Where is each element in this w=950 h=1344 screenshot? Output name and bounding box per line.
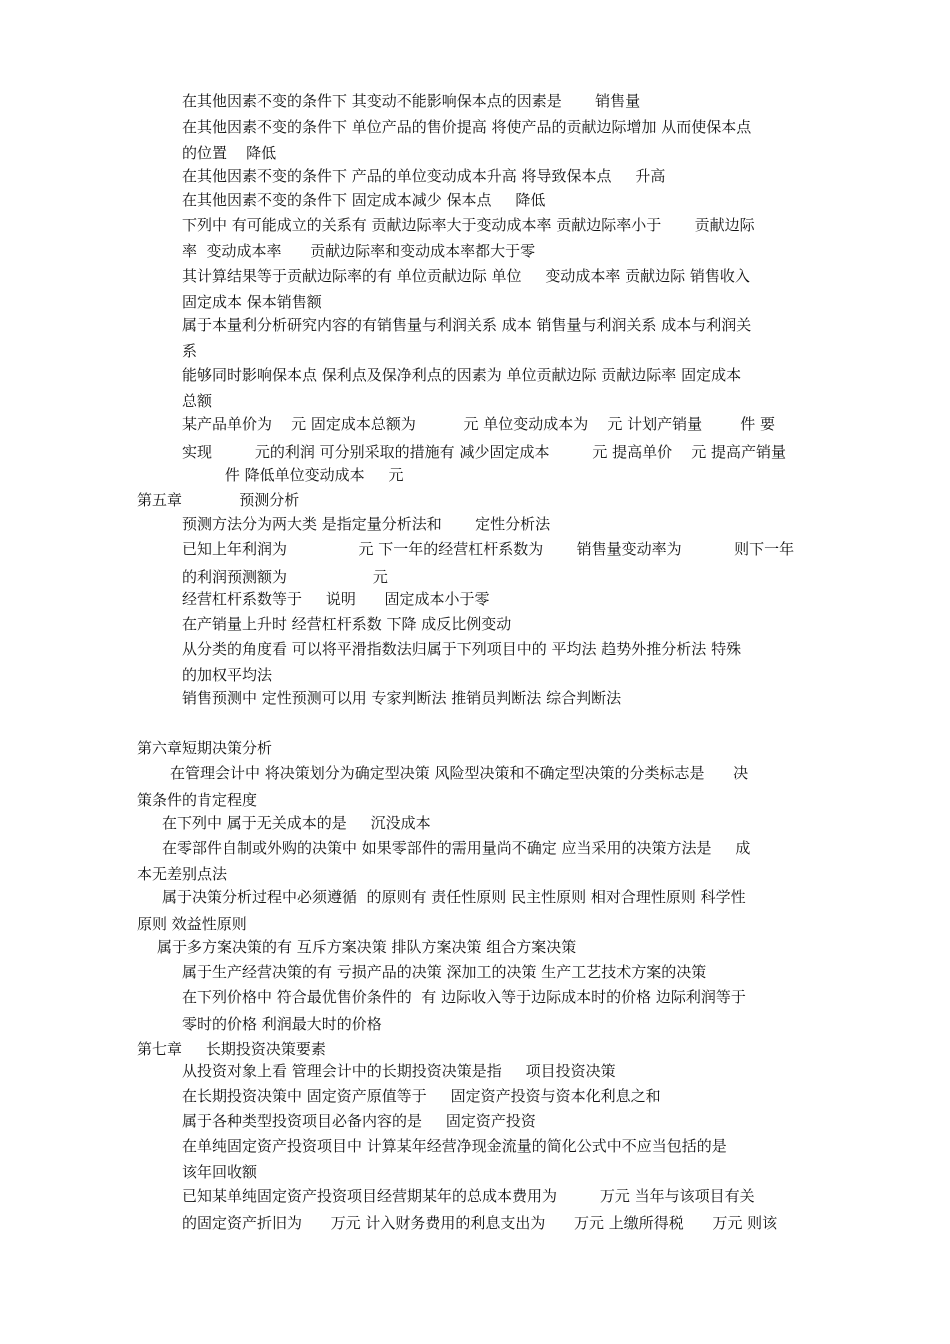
text-line: 从分类的角度看 可以将平滑指数法归属于下列项目中的 平均法 趋势外推分析法 特殊 — [182, 640, 742, 658]
text-line: 能够同时影响保本点 保利点及保净利点的因素为 单位贡献边际 贡献边际率 固定成本 — [182, 366, 742, 384]
chapter-heading: 第六章短期决策分析 — [137, 739, 273, 757]
text-line: 总额 — [182, 392, 213, 410]
chapter-heading: 第五章 预测分析 — [137, 491, 300, 509]
text-line: 在产销量上升时 经营杠杆系数 下降 成反比例变动 — [182, 615, 512, 633]
text-line: 从投资对象上看 管理会计中的长期投资决策是指 项目投资决策 — [182, 1062, 616, 1080]
text-line: 的利润预测额为 元 — [182, 568, 388, 586]
text-line: 率 变动成本率 贡献边际率和变动成本率都大于零 — [182, 242, 536, 260]
text-line: 属于本量利分析研究内容的有销售量与利润关系 成本 销售量与利润关系 成本与利润关 — [182, 316, 752, 334]
text-line: 在管理会计中 将决策划分为确定型决策 风险型决策和不确定型决策的分类标志是 决 — [170, 764, 749, 782]
text-line: 属于多方案决策的有 互斥方案决策 排队方案决策 组合方案决策 — [157, 938, 577, 956]
text-line: 在下列价格中 符合最优售价条件的 有 边际收入等于边际成本时的价格 边际利润等于 — [182, 988, 746, 1006]
text-line: 在下列中 属于无关成本的是 沉没成本 — [162, 814, 431, 832]
text-line: 其计算结果等于贡献边际率的有 单位贡献边际 单位 变动成本率 贡献边际 销售收入 — [182, 267, 750, 285]
text-line: 已知某单纯固定资产投资项目经营期某年的总成本费用为 万元 当年与该项目有关 — [182, 1187, 755, 1205]
text-line: 零时的价格 利润最大时的价格 — [182, 1015, 382, 1033]
text-line: 属于生产经营决策的有 亏损产品的决策 深加工的决策 生产工艺技术方案的决策 — [182, 963, 707, 981]
text-line: 在其他因素不变的条件下 固定成本减少 保本点 降低 — [182, 191, 546, 209]
text-line: 固定成本 保本销售额 — [182, 293, 322, 311]
text-line: 在单纯固定资产投资项目中 计算某年经营净现金流量的简化公式中不应当包括的是 — [182, 1137, 727, 1155]
text-line: 已知上年利润为 元 下一年的经营杠杆系数为 销售量变动率为 则下一年 — [182, 540, 795, 558]
text-line: 预测方法分为两大类 是指定量分析法和 定性分析法 — [182, 515, 551, 533]
text-line: 实现 元的利润 可分别采取的措施有 减少固定成本 元 提高单价 元 提高产销量 — [182, 443, 786, 461]
text-line: 在其他因素不变的条件下 其变动不能影响保本点的因素是 销售量 — [182, 92, 641, 110]
text-line: 的固定资产折旧为 万元 计入财务费用的利息支出为 万元 上缴所得税 万元 则该 — [182, 1214, 778, 1232]
text-line: 销售预测中 定性预测可以用 专家判断法 推销员判断法 综合判断法 — [182, 689, 622, 707]
text-line: 的加权平均法 — [182, 666, 273, 684]
text-line: 属于各种类型投资项目必备内容的是 固定资产投资 — [182, 1112, 536, 1130]
text-line: 系 — [182, 342, 198, 360]
text-line: 件 降低单位变动成本 元 — [182, 466, 404, 484]
text-line: 该年回收额 — [182, 1163, 258, 1181]
text-line: 某产品单价为 元 固定成本总额为 元 单位变动成本为 元 计划产销量 件 要 — [182, 415, 776, 433]
text-line: 经营杠杆系数等于 说明 固定成本小于零 — [182, 590, 490, 608]
text-line: 在其他因素不变的条件下 单位产品的售价提高 将使产品的贡献边际增加 从而使保本点 — [182, 118, 752, 136]
text-line: 属于决策分析过程中必须遵循 的原则有 责任性原则 民主性原则 相对合理性原则 科学性 — [162, 888, 746, 906]
text-line: 下列中 有可能成立的关系有 贡献边际率大于变动成本率 贡献边际率小于 贡献边际 — [182, 216, 755, 234]
text-line: 在零部件自制或外购的决策中 如果零部件的需用量尚不确定 应当采用的决策方法是 成 — [162, 839, 751, 857]
text-line: 在其他因素不变的条件下 产品的单位变动成本升高 将导致保本点 升高 — [182, 167, 666, 185]
text-line: 本无差别点法 — [137, 865, 228, 883]
text-line: 在长期投资决策中 固定资产原值等于 固定资产投资与资本化利息之和 — [182, 1087, 661, 1105]
text-line: 的位置 降低 — [182, 144, 277, 162]
chapter-heading: 第七章 长期投资决策要素 — [137, 1040, 326, 1058]
text-line: 策条件的肯定程度 — [137, 791, 258, 809]
text-line: 原则 效益性原则 — [137, 915, 247, 933]
